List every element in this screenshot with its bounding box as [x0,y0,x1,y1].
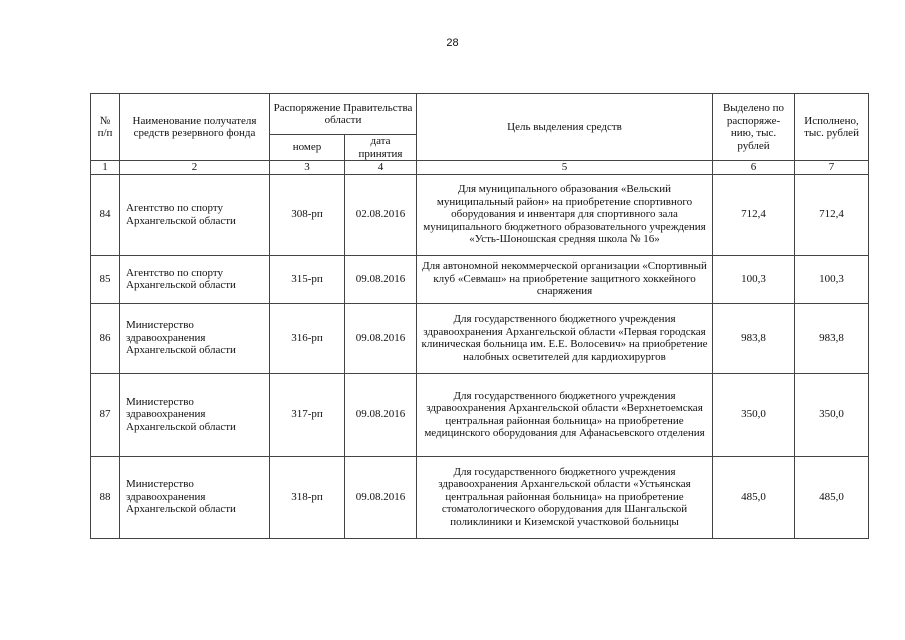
table-row [91,456,869,538]
header-allocated: Выделено по распоряже-нию, тыс. рублей [713,94,795,161]
row-order-date: 09.08.2016 [345,456,417,538]
row-recipient: Министерство здравоохранения Архангельской области [120,303,270,373]
column-number: 7 [795,161,869,175]
row-purpose: Для государственного бюджетного учреждения здравоохранения Архангельской области «Верхнетоемская центральная районная больница» на приобретение медицинского оборудования для Афанасьевского отделения [417,373,713,456]
header-order-group: Распоряжение Правительства области [270,94,417,135]
row-order-number: 315-рп [270,255,345,303]
header-recipient: Наименование получателя средств резервного фонда [120,94,270,161]
row-purpose: Для автономной некоммерческой организации «Спортивный клуб «Севмаш» на приобретение защитного хоккейного снаряжения [417,255,713,303]
row-purpose: Для государственного бюджетного учреждения здравоохранения Архангельской области «Первая городская клиническая больница им. Е.Е. Волосевич» на приобретение налобных осветителей для кардиохирургов [417,303,713,373]
row-executed: 485,0 [795,456,869,538]
row-order-number: 308-рп [270,174,345,255]
header-num: № п/п [91,94,120,161]
row-order-date: 09.08.2016 [345,303,417,373]
row-recipient: Министерство здравоохранения Архангельской области [120,373,270,456]
column-number: 3 [270,161,345,175]
header-order-number: номер [270,135,345,161]
table-row [91,255,869,303]
column-number: 4 [345,161,417,175]
row-recipient: Агентство по спорту Архангельской области [120,174,270,255]
table-row [91,373,869,456]
row-order-number: 318-рп [270,456,345,538]
row-order-date: 09.08.2016 [345,255,417,303]
row-order-date: 09.08.2016 [345,373,417,456]
header-purpose: Цель выделения средств [417,94,713,161]
column-number-row [91,161,869,175]
row-num: 88 [91,456,120,538]
row-purpose: Для государственного бюджетного учреждения здравоохранения Архангельской области «Устьянская центральная районная больница» на приобретение стоматологического оборудования для Шангальской поликлиники и Киземской участковой больницы [417,456,713,538]
column-number: 6 [713,161,795,175]
column-number: 2 [120,161,270,175]
row-allocated: 712,4 [713,174,795,255]
row-allocated: 485,0 [713,456,795,538]
header-executed: Исполнено, тыс. рублей [795,94,869,161]
reserve-fund-table [90,93,869,539]
row-executed: 350,0 [795,373,869,456]
page-number: 28 [446,37,459,49]
row-executed: 100,3 [795,255,869,303]
row-recipient: Агентство по спорту Архангельской области [120,255,270,303]
row-allocated: 350,0 [713,373,795,456]
row-num: 84 [91,174,120,255]
row-allocated: 983,8 [713,303,795,373]
row-num: 87 [91,373,120,456]
table-row [91,303,869,373]
row-order-number: 317-рп [270,373,345,456]
row-executed: 712,4 [795,174,869,255]
header-order-date: дата принятия [345,135,417,161]
row-allocated: 100,3 [713,255,795,303]
row-executed: 983,8 [795,303,869,373]
table-row [91,174,869,255]
row-purpose: Для муниципального образования «Вельский муниципальный район» на приобретение спортивного оборудования и инвентаря для спортивного зала муниципального бюджетного образовательного учреждения «Усть-Шоношская средняя школа № 16» [417,174,713,255]
row-num: 85 [91,255,120,303]
column-number: 1 [91,161,120,175]
row-order-date: 02.08.2016 [345,174,417,255]
row-recipient: Министерство здравоохранения Архангельской области [120,456,270,538]
row-num: 86 [91,303,120,373]
row-order-number: 316-рп [270,303,345,373]
column-number: 5 [417,161,713,175]
